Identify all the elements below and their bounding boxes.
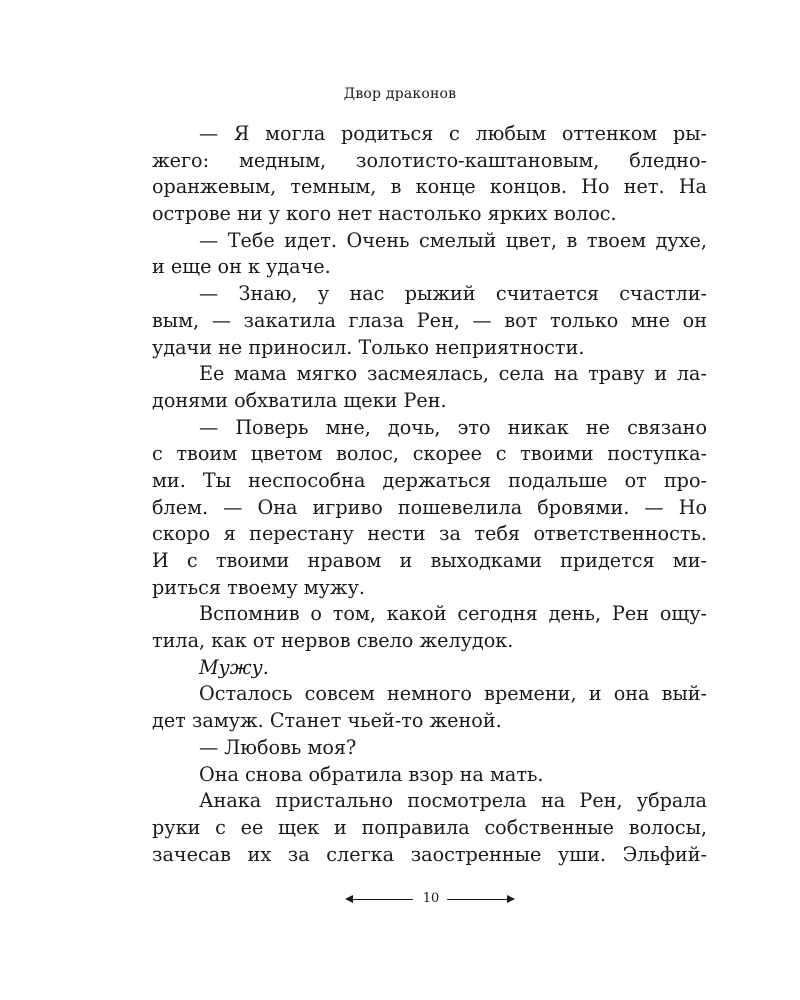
text-line: Она снова обратила взор на мать. [199,762,544,786]
text-line: вым, — закатила глаза Рен, — вот только мне он [152,308,707,332]
text-line: зачесав их за слегка заостренные уши. Эльфий- [152,842,707,866]
text-line: — Я могла родиться с любым оттенком ры- [199,122,707,145]
running-head-title: Двор драконов [343,86,457,102]
text-line: блем. — Она игриво пошевелила бровями. — Но [152,495,707,519]
text-line: Ее мама мягко засмеялась, села на траву и ла- [199,362,707,386]
text-line: И с твоими нравом и выходками придется ми- [152,549,707,572]
text-line: Вспомнив о том, какой сегодня день, Рен ощу- [199,602,707,626]
text-line: ми. Ты неспособна держаться подальше от про- [152,468,707,492]
page-folio [0,890,800,910]
folio-rule-left [347,899,413,900]
page-number: 10 [422,891,440,906]
text-line: — Поверь мне, дочь, это никак не связано [199,415,707,439]
text-line: дет замуж. Станет чьей-то женой. [152,709,502,733]
text-line: риться твоему мужу. [152,575,365,599]
text-line: — Знаю, у нас рыжий считается счастли- [199,282,707,306]
text-line: Мужу. [199,655,269,679]
text-line: Анака пристально посмотрела на Рен, убрала [199,789,707,813]
arrow-right-icon [507,895,515,903]
body-text [152,121,707,868]
text-line: удачи не приносил. Только неприятности. [152,335,585,359]
text-line: и еще он к удаче. [152,255,331,279]
folio-rule-right [447,899,513,900]
text-line: острове ни у кого нет настолько ярких волос. [152,202,617,226]
text-line: Осталось совсем немного времени, и она вый- [199,682,707,706]
text-line: оранжевым, темным, в конце концов. Но нет. На [152,175,707,199]
text-line: с твоим цветом волос, скорее с твоими поступка- [152,442,707,466]
text-line: — Любовь моя? [199,735,357,759]
text-line: руки с ее щек и поправила собственные волосы, [152,815,707,839]
text-line: скоро я перестану нести за тебя ответственность. [152,522,707,546]
text-line: — Тебе идет. Очень смелый цвет, в твоем духе, [199,228,707,252]
text-line: жего: медным, золотисто-каштановым, бледно- [152,148,707,172]
text-line: тила, как от нервов свело желудок. [152,629,514,653]
text-line: донями обхватила щеки Рен. [152,388,447,412]
